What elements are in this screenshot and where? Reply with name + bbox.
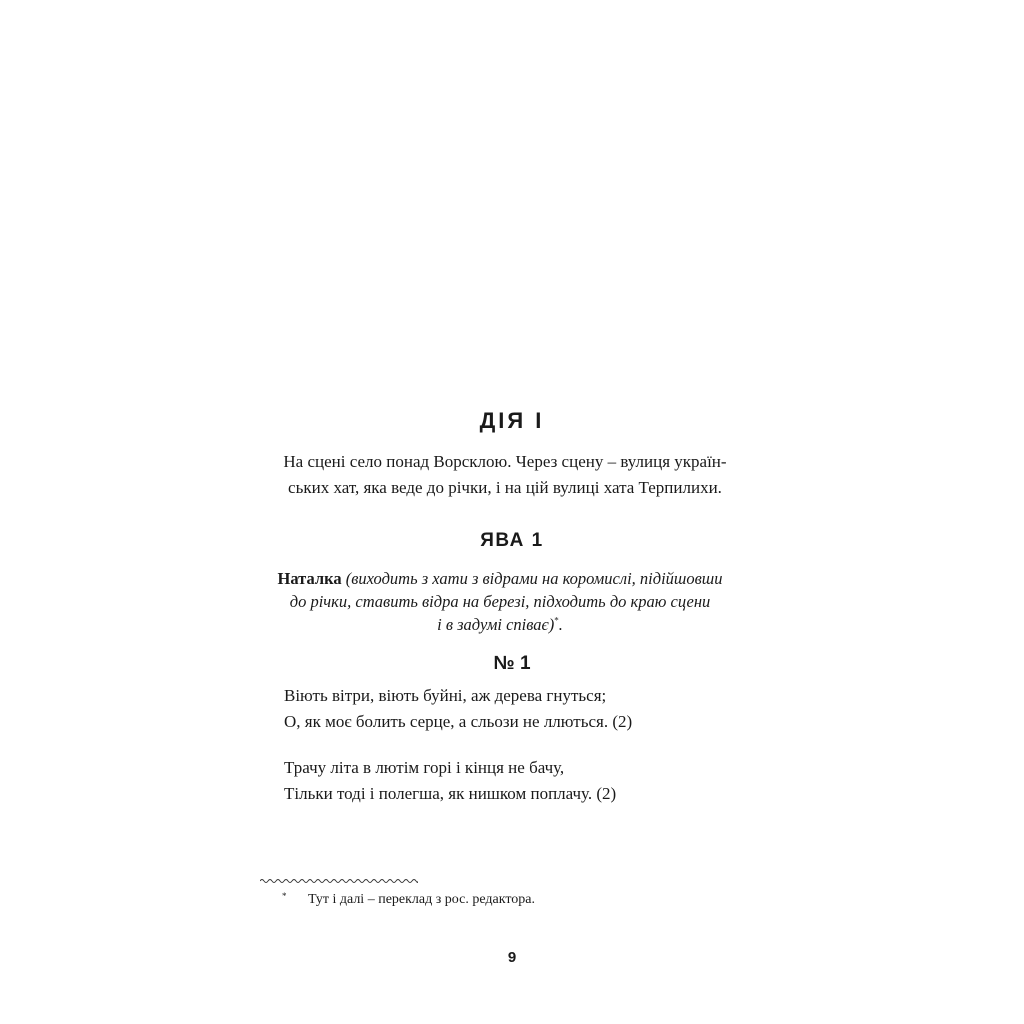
stage-direction-text: (виходить з хати з відрами на коромислі, підійшовши <box>345 569 723 588</box>
scene-description-line: На сцені село понад Ворсклою. Через сцену – вулиця україн- <box>283 452 727 471</box>
scene-description <box>240 449 770 501</box>
song-stanza <box>284 683 764 735</box>
verse-line: Тільки тоді і полегша, як нишком поплачу. (2) <box>284 784 617 803</box>
stage-direction-line <box>210 613 790 636</box>
stage-direction-line <box>210 567 790 590</box>
stage-direction-period: . <box>558 615 563 634</box>
song-stanza <box>284 755 764 807</box>
footnote-text: Тут і далі – переклад з рос. редактора. <box>308 892 535 907</box>
song-number-heading: № 1 <box>493 653 531 674</box>
verse-line: Віють вітри, віють буйні, аж дерева гнуться; <box>284 686 607 705</box>
verse-line: Трачу літа в лютім горі і кінця не бачу, <box>284 758 565 777</box>
footnote-mark: * <box>282 891 287 901</box>
footnote-divider <box>260 877 418 885</box>
scene-heading: ЯВА 1 <box>480 530 544 551</box>
speaker-name: Наталка <box>277 569 342 588</box>
page-number: 9 <box>507 949 517 966</box>
act-heading: ДІЯ І <box>479 408 545 433</box>
verse-line: О, як моє болить серце, а сльози не ллються. (2) <box>284 712 633 731</box>
stage-direction-line: до річки, ставить відра на березі, підходить до краю сцени <box>289 592 711 611</box>
footnote <box>282 890 682 910</box>
stage-direction-text: і в задумі співає) <box>437 615 555 634</box>
scene-description-line: ських хат, яка веде до річки, і на цій вулиці хата Терпилихи. <box>288 478 722 497</box>
stage-direction <box>210 567 790 636</box>
footnote-reference: * <box>554 615 559 626</box>
